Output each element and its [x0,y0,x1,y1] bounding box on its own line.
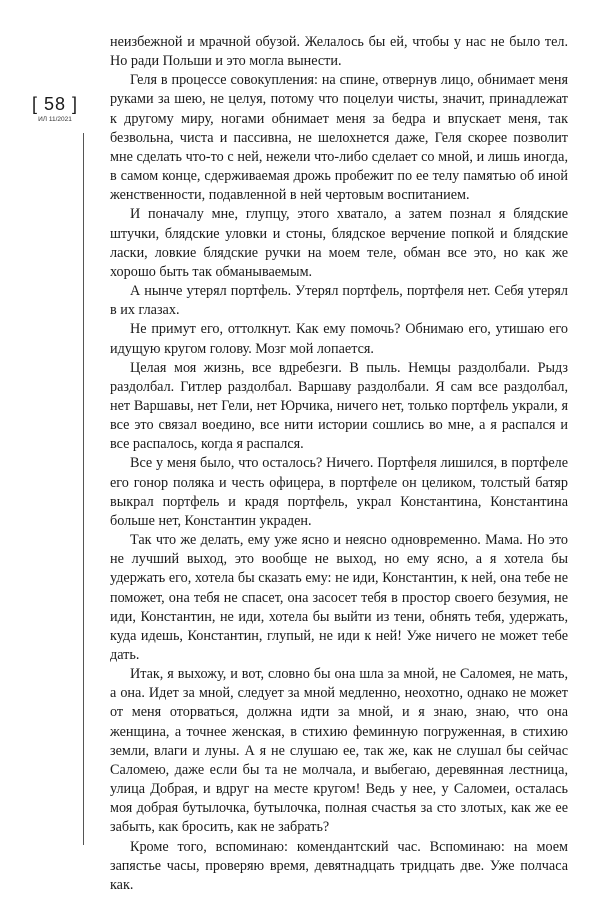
page-marker [22,93,88,125]
paragraph: Все у меня было, что осталось? Ничего. Портфеля лишился, в портфеле его гонор поляка и честь офицера, в портфеле он целиком, толстый батяр выкрал портфель и крадя портфель, украл Константина, Константина больше нет, Константин украден. [110,455,568,529]
paragraph: А нынче утерял портфель. Утерял портфель, портфеля нет. Себя утерял в их глазах. [110,283,568,319]
page-number: [ 58 ] [31,94,79,114]
paragraph: И поначалу мне, глупцу, этого хватало, а затем познал я блядские штучки, блядские уловки и стоны, блядское верчение попкой и блядские ласки, ловкие блядские ручки на моем теле, обман все это, но как же хорошо быть так обманываемым. [110,206,568,280]
body-text [110,33,568,895]
margin-rule [83,133,84,845]
paragraph: Не примут его, оттолкнут. Как ему помочь? Обнимаю его, утишаю его идущую кругом голову. Мозг мой лопается. [110,321,568,357]
paragraph: Итак, я выхожу, и вот, словно бы она шла за мной, не Саломея, не мать, а она. Идет за мной, следует за мной медленно, неохотно, однако не может от меня оторваться, должна идти за мной, и я знаю, знаю, что она женщина, а точнее женская, в стихию феминную погруженная, в стихию земли, влаги и луны. А я не слушаю ее, так же, как не слушал бы сейчас Саломею, даже если бы та не молчала, и выбегаю, деревянная лестница, улица Добрая, и вдруг на месте кругом! Ведь у нее, у Саломеи, осталась моя добрая бутылочка, бутылочка, полная счастья за сто злотых, как же ее забыть, как бросить, как не забрать? [110,666,568,836]
journal-issue: ИЛ 11/2021 [38,116,72,123]
paragraph: неизбежной и мрачной обузой. Желалось бы ей, чтобы у нас не было тел. Но ради Польши и это могла вынести. [110,34,568,70]
paragraph: Целая моя жизнь, все вдребезги. В пыль. Немцы раздолбали. Рыдз раздолбал. Гитлер раздолбал. Варшаву раздолбали. Я сам все раздолбал, нет Варшавы, нет Гели, нет Юрчика, ничего нет, только портфель украли, я все это связал воедино, все нити истории сошлись во мне, а я распался и все распалось, когда я распался. [110,359,568,453]
paragraph: Геля в процессе совокупления: на спине, отвернув лицо, обнимает меня руками за шею, не целуя, потому что поцелуи чисты, значит, принадлежат к другому миру, ногами обнимает меня за бедра и впускает меня, так безвольна, чиста и пассивна, не шелохнется даже, Геля скорее позволит мне сделать что-то с ней, нежели что-либо сделает со мной, и лишь иногда, в самом конце, сдерживаемая дрожь пробежит по ее телу памятью об иной женственности, подавленной в ней чертовым воспитанием. [110,72,568,204]
paragraph: Так что же делать, ему уже ясно и неясно одновременно. Мама. Но это не лучший выход, это вообще не выход, но ему ясно, а я хотела бы удержать его, хотела бы сказать ему: не иди, Константин, к ней, она тебе не поможет, она тебя не спасет, она засосет тебя в простор своего безумия, не иди, Константин, не иди, хотела бы выйти из тени, обнять тебя, удержать, куда идешь, Константин, глупый, не иди к ней! Уже ничего не может тебе дать. [110,532,568,663]
paragraph: Кроме того, вспоминаю: комендантский час. Вспоминаю: на моем запястье часы, проверяю время, девятнадцать тридцать две. Уже полчаса как. [110,838,568,893]
